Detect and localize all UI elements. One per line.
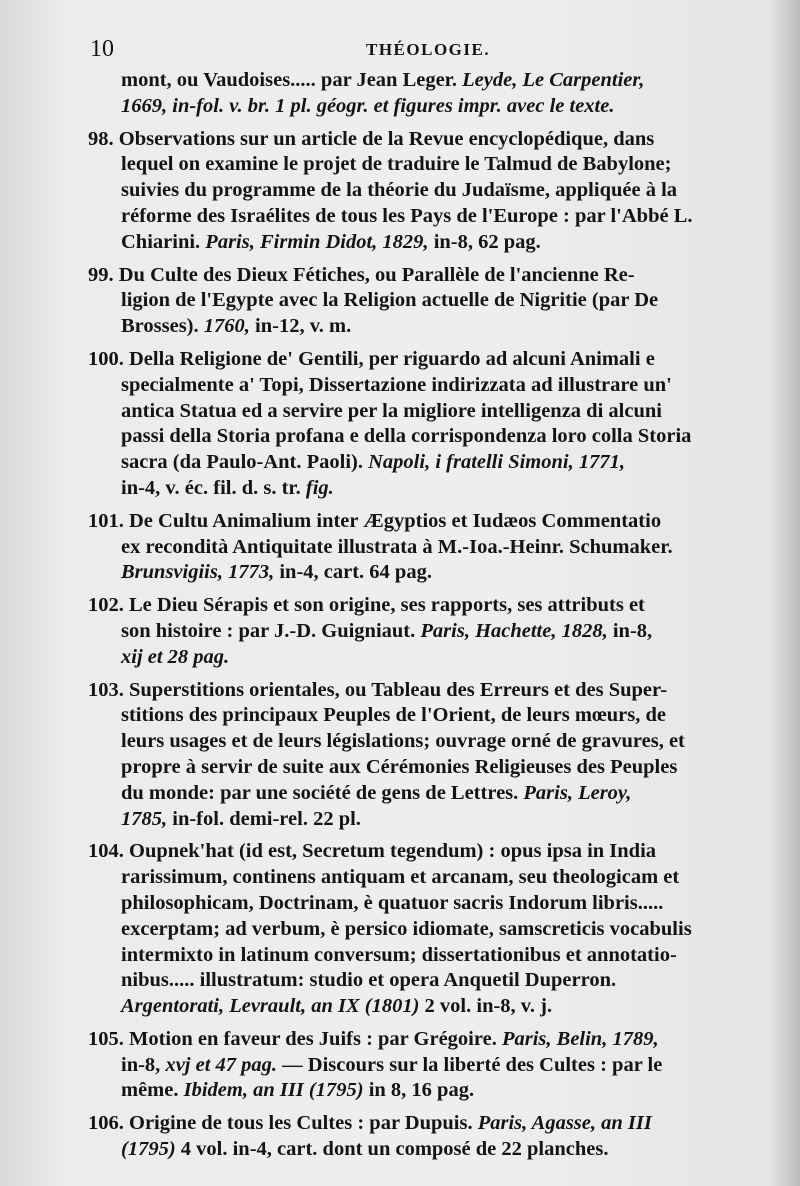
- catalog-entry-line: [88, 755, 768, 781]
- catalog-entry-first-line: [88, 127, 768, 153]
- catalog-entry-first-line: [88, 1111, 768, 1137]
- catalog-entry-line: [88, 94, 768, 120]
- catalog-entry-line: [88, 619, 768, 645]
- entry-imprint: Paris, Firmin Didot, 1829,: [205, 230, 429, 253]
- entry-text: De Cultu Animalium inter Ægyptios et Iudæos Commentatio: [123, 509, 662, 532]
- entry-text: philosophicam, Doctrinam, è quatuor sacris Indorum libris.....: [121, 891, 664, 914]
- entry-imprint: Paris, Hachette, 1828,: [420, 619, 608, 642]
- entry-number: 98.: [88, 127, 114, 150]
- entry-text: Della Religione de' Gentili, per riguardo ad alcuni Animali e: [123, 347, 655, 370]
- catalog-entry-line: [88, 450, 768, 476]
- catalog-entry-line: [88, 807, 768, 833]
- entry-number: 106.: [88, 1112, 124, 1135]
- entry-number: 99.: [88, 263, 114, 286]
- catalog-entry-line: [88, 314, 768, 340]
- catalog-entry-first-line: [88, 678, 768, 704]
- entry-text: suivies du programme de la théorie du Judaïsme, appliquée à la: [121, 179, 678, 202]
- catalog-entry-first-line: [88, 347, 768, 373]
- entry-text: in-8,: [121, 1053, 166, 1076]
- catalog-entry-line: [88, 178, 768, 204]
- spine-shadow: [770, 0, 800, 1186]
- catalog-entry-line: [88, 288, 768, 314]
- entry-text: ex recondità Antiquitate illustrata à M.-Ioa.-Heinr. Schumaker.: [121, 535, 673, 558]
- entry-imprint: 1669, in-fol. v. br. 1 pl. géogr. et figures impr. avec le texte.: [121, 94, 615, 117]
- entry-text: stitions des principaux Peuples de l'Orient, de leurs mœurs, de: [121, 704, 666, 727]
- entry-format: — Discours sur la liberté des Cultes : par le: [277, 1053, 663, 1076]
- catalog-entry-line: [88, 1053, 768, 1079]
- catalog-entry-line: [88, 703, 768, 729]
- catalog-entry-line: [88, 230, 768, 256]
- catalog-entry-line: [88, 204, 768, 230]
- entry-number: 105.: [88, 1027, 124, 1050]
- entry-text: Superstitions orientales, ou Tableau des Erreurs et des Super-: [123, 678, 668, 701]
- catalog-entry-line: [88, 994, 768, 1020]
- catalog-entry-line: [88, 152, 768, 178]
- entry-imprint: xij et 28 pag.: [121, 645, 230, 668]
- entry-imprint: 1760,: [203, 315, 250, 338]
- catalog-entry-line: [88, 968, 768, 994]
- entry-imprint: Paris, Belin, 1789,: [501, 1027, 659, 1050]
- entry-format: in-4, cart. 64 pag.: [274, 561, 432, 584]
- entry-text: Origine de tous les Cultes : par Dupuis.: [123, 1112, 478, 1135]
- catalog-text-block: [88, 68, 768, 1163]
- entry-imprint: Paris, Leroy,: [523, 781, 632, 804]
- catalog-entry-line: [88, 1078, 768, 1104]
- entry-format: in-8,: [607, 619, 653, 642]
- catalog-entry-first-line: [88, 509, 768, 535]
- entry-imprint: Paris, Agasse, an III: [477, 1112, 652, 1135]
- catalog-entry-line: [88, 560, 768, 586]
- entry-format: in 8, 16 pag.: [363, 1079, 475, 1102]
- entry-number: 101.: [88, 509, 124, 532]
- entry-text: lequel on examine le projet de traduire le Talmud de Babylone;: [121, 153, 672, 176]
- entry-text: Motion en faveur des Juifs : par Grégoire.: [123, 1027, 502, 1050]
- entry-text: intermixto in latinum conversum; dissertationibus et annotatio-: [121, 943, 677, 966]
- catalog-entry-first-line: [88, 593, 768, 619]
- entry-format: in-fol. demi-rel. 22 pl.: [167, 807, 361, 830]
- entry-text: passi della Storia profana e della corrispondenza loro colla Storia: [121, 425, 692, 448]
- catalog-entry-line: [88, 865, 768, 891]
- entry-text: Observations sur un article de la Revue encyclopédique, dans: [113, 127, 655, 150]
- entry-number: 103.: [88, 678, 124, 701]
- entry-imprint: Leyde, Le Carpentier,: [462, 69, 645, 91]
- entry-imprint: xvj et 47 pag.: [165, 1053, 278, 1076]
- entry-text: son histoire : par J.-D. Guigniaut.: [121, 619, 421, 642]
- entry-text: Du Culte des Dieux Fétiches, ou Parallèle de l'ancienne Re-: [113, 263, 635, 286]
- catalog-entry-line: [88, 476, 768, 502]
- catalog-entry-line: [88, 781, 768, 807]
- entry-format: 2 vol. in-8, v. j.: [419, 995, 553, 1018]
- entry-text: rarissimum, continens antiquam et arcanam, seu theologicam et: [121, 866, 680, 889]
- entry-imprint: (1795): [121, 1138, 176, 1161]
- page-number: 10: [90, 36, 114, 62]
- catalog-entry-line: [88, 68, 768, 94]
- running-head: THÉOLOGIE.: [366, 40, 491, 59]
- entry-format: in-12, v. m.: [249, 315, 352, 338]
- catalog-entry-line: [88, 917, 768, 943]
- catalog-entry-line: [88, 535, 768, 561]
- entry-number: 102.: [88, 594, 124, 617]
- entry-imprint: Brunsvigiis, 1773,: [121, 561, 275, 584]
- entry-text: Le Dieu Sérapis et son origine, ses rapports, ses attributs et: [123, 594, 645, 617]
- entry-text: propre à servir de suite aux Cérémonies Religieuses des Peuples: [121, 755, 678, 778]
- entry-imprint: Napoli, i fratelli Simoni, 1771,: [368, 451, 625, 474]
- catalog-entry-line: [88, 1137, 768, 1163]
- entry-text: Brosses).: [121, 315, 204, 338]
- catalog-entry-line: [88, 729, 768, 755]
- catalog-entry-line: [88, 943, 768, 969]
- entry-text: excerptam; ad verbum, è persico idiomate, samscreticis vocabulis: [121, 917, 692, 940]
- entry-text: du monde: par une société de gens de Lettres.: [121, 781, 524, 804]
- entry-format: 4 vol. in-4, cart. dont un composé de 22 planches.: [175, 1138, 609, 1161]
- entry-text: in-4, v. éc. fil. d. s. tr.: [121, 476, 306, 499]
- catalog-entry-line: [88, 891, 768, 917]
- catalog-entry-first-line: [88, 1027, 768, 1053]
- entry-number: 104.: [88, 840, 124, 863]
- entry-text: Chiarini.: [121, 230, 206, 253]
- entry-text: antica Statua ed a servire per la migliore intelligenza di alcuni: [121, 399, 662, 422]
- entry-text: specialmente a' Topi, Dissertazione indirizzata ad illustrare un': [121, 373, 672, 396]
- entry-text: ligion de l'Egypte avec la Religion actuelle de Nigritie (par De: [121, 289, 659, 312]
- entry-imprint: Ibidem, an III (1795): [183, 1079, 364, 1102]
- entry-text: même.: [121, 1079, 184, 1102]
- entry-text: mont, ou Vaudoises..... par Jean Leger.: [121, 69, 463, 91]
- catalog-entry-line: [88, 424, 768, 450]
- entry-text: réforme des Israélites de tous les Pays de l'Europe : par l'Abbé L.: [121, 204, 693, 227]
- entry-imprint: Argentorati, Levrault, an IX (1801): [121, 995, 420, 1018]
- entry-number: 100.: [88, 347, 124, 370]
- catalog-entry-line: [88, 399, 768, 425]
- catalog-entry-first-line: [88, 839, 768, 865]
- entry-text: leurs usages et de leurs législations; ouvrage orné de gravures, et: [121, 730, 685, 753]
- entry-format: in-8, 62 pag.: [428, 230, 541, 253]
- catalog-entry-line: [88, 373, 768, 399]
- entry-imprint: fig.: [305, 476, 334, 499]
- entry-text: sacra (da Paulo-Ant. Paoli).: [121, 451, 369, 474]
- catalog-entry-line: [88, 645, 768, 671]
- entry-imprint: 1785,: [121, 807, 168, 830]
- entry-text: Oupnek'hat (id est, Secretum tegendum) : opus ipsa in India: [123, 840, 657, 863]
- catalog-entry-first-line: [88, 263, 768, 289]
- entry-text: nibus..... illustratum: studio et opera Anquetil Duperron.: [121, 969, 617, 992]
